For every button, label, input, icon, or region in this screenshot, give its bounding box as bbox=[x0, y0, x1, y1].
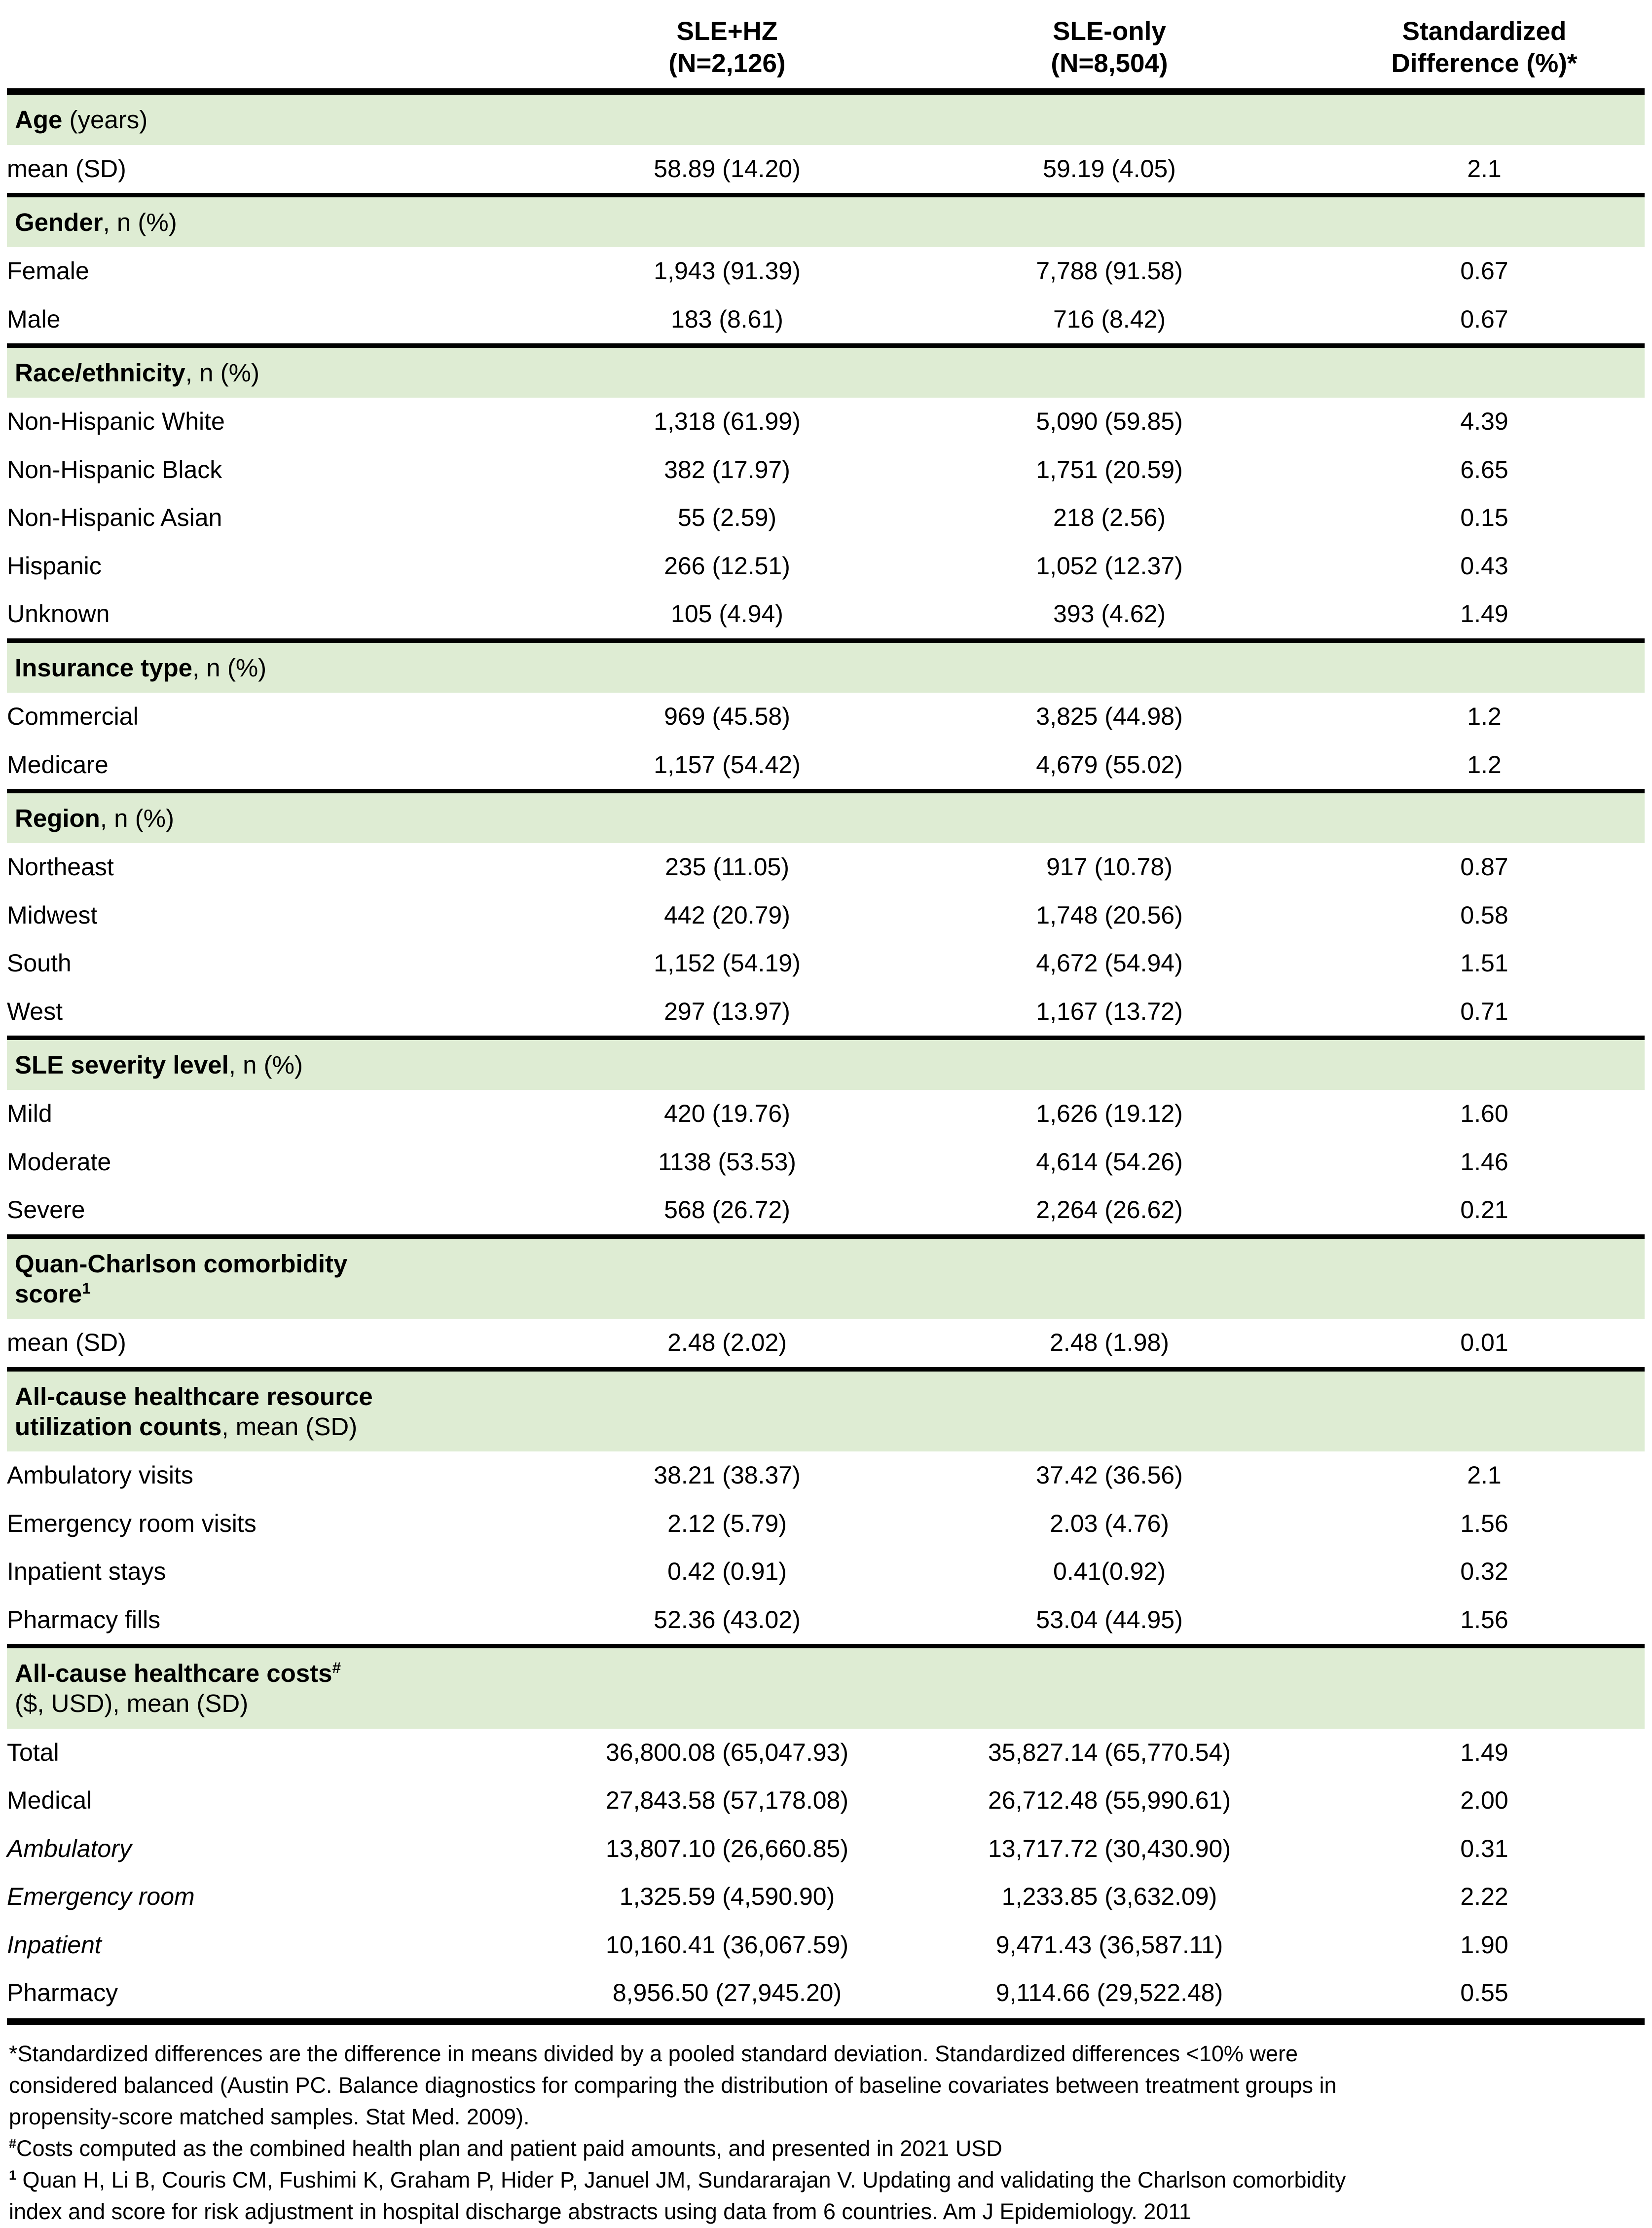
table-row bbox=[7, 1777, 1645, 1825]
cell-value: 9,471.43 (36,587.11) bbox=[995, 1931, 1223, 1959]
header-col-std-diff bbox=[1324, 8, 1645, 92]
row-label: West bbox=[7, 997, 63, 1025]
row-label: Emergency room bbox=[7, 1883, 195, 1911]
section-header-row bbox=[7, 1236, 1645, 1319]
cell-value: 382 (17.97) bbox=[664, 455, 790, 483]
cell-value: 5,090 (59.85) bbox=[1036, 408, 1183, 436]
cell-value: 37.42 (36.56) bbox=[1036, 1461, 1183, 1489]
header-col-std-diff-line2: Difference (%)* bbox=[1391, 48, 1578, 78]
cell-value: 218 (2.56) bbox=[1053, 504, 1166, 532]
row-label: Northeast bbox=[7, 853, 114, 881]
footnote-line: considered balanced (Austin PC. Balance diagnostics for comparing the distribution of baseline covariates between treatment groups in bbox=[9, 2072, 1337, 2098]
cell-std-diff: 1.51 bbox=[1460, 949, 1508, 977]
header-col-sle-only bbox=[895, 8, 1324, 92]
cell-value: 235 (11.05) bbox=[664, 853, 790, 881]
table-row bbox=[7, 1319, 1645, 1369]
row-label: South bbox=[7, 949, 72, 977]
cell-std-diff: 0.58 bbox=[1460, 901, 1508, 929]
cell-value: 10,160.41 (36,067.59) bbox=[605, 1931, 849, 1959]
cell-value: 0.42 (0.91) bbox=[667, 1558, 787, 1586]
cell-value: 27,843.58 (57,178.08) bbox=[605, 1786, 849, 1815]
row-label: Medicare bbox=[7, 750, 109, 779]
cell-std-diff: 4.39 bbox=[1460, 408, 1508, 436]
cell-value: 1,751 (20.59) bbox=[1036, 455, 1183, 483]
row-label: Medical bbox=[7, 1786, 92, 1815]
cell-value: 1,748 (20.56) bbox=[1036, 901, 1183, 929]
footnote-line: index and score for risk adjustment in hospital discharge abstracts using data from 6 countries. Am J Epidemiology. 2011 bbox=[9, 2198, 1192, 2224]
row-label: Midwest bbox=[7, 901, 98, 929]
row-label: Unknown bbox=[7, 600, 110, 628]
row-label: Ambulatory bbox=[7, 1834, 132, 1862]
cell-std-diff: 1.90 bbox=[1460, 1931, 1508, 1959]
table-row bbox=[7, 1825, 1645, 1873]
row-label: Pharmacy bbox=[7, 1979, 118, 2007]
cell-value: 1,943 (91.39) bbox=[654, 257, 801, 285]
table-row bbox=[7, 542, 1645, 591]
baseline-characteristics-table bbox=[7, 8, 1645, 2025]
cell-value: 35,827.14 (65,770.54) bbox=[988, 1738, 1231, 1766]
cell-value: 2.48 (2.02) bbox=[667, 1329, 787, 1357]
cell-value: 1138 (53.53) bbox=[658, 1148, 796, 1176]
section-title: Insurance type, n (%) bbox=[7, 640, 1645, 693]
header-empty-cell bbox=[7, 8, 559, 92]
table-row bbox=[7, 1921, 1645, 1969]
table-row bbox=[7, 494, 1645, 542]
cell-value: 1,626 (19.12) bbox=[1036, 1100, 1183, 1128]
section-header-row bbox=[7, 92, 1645, 145]
cell-value: 26,712.48 (55,990.61) bbox=[988, 1786, 1231, 1815]
cell-value: 4,679 (55.02) bbox=[1036, 750, 1183, 779]
row-label: Pharmacy fills bbox=[7, 1605, 161, 1634]
cell-value: 36,800.08 (65,047.93) bbox=[605, 1738, 849, 1766]
cell-value: 2.03 (4.76) bbox=[1050, 1509, 1169, 1537]
section-title: All-cause healthcare costs# ($, USD), mean (SD) bbox=[7, 1646, 1645, 1729]
row-label: Hispanic bbox=[7, 552, 102, 580]
table-row bbox=[7, 891, 1645, 940]
row-label: Ambulatory visits bbox=[7, 1461, 193, 1489]
table-row bbox=[7, 296, 1645, 346]
cell-value: 568 (26.72) bbox=[664, 1196, 790, 1224]
row-label: Severe bbox=[7, 1196, 85, 1224]
section-title: Region, n (%) bbox=[7, 791, 1645, 844]
cell-value: 3,825 (44.98) bbox=[1036, 703, 1183, 731]
header-col-std-diff-line1: Standardized bbox=[1402, 17, 1567, 46]
cell-std-diff: 2.22 bbox=[1460, 1883, 1508, 1911]
section-header-row bbox=[7, 640, 1645, 693]
section-header-row bbox=[7, 195, 1645, 248]
section-header-row bbox=[7, 1369, 1645, 1451]
row-label: Male bbox=[7, 305, 61, 333]
cell-std-diff: 2.00 bbox=[1460, 1786, 1508, 1815]
header-row bbox=[7, 8, 1645, 92]
section-header-row bbox=[7, 1646, 1645, 1729]
cell-std-diff: 0.87 bbox=[1460, 853, 1508, 881]
cell-value: 1,157 (54.42) bbox=[654, 750, 801, 779]
cell-std-diff: 1.49 bbox=[1460, 600, 1508, 628]
cell-std-diff: 0.32 bbox=[1460, 1558, 1508, 1586]
header-col-sle-only-line1: SLE-only bbox=[1053, 17, 1166, 46]
row-label: mean (SD) bbox=[7, 1329, 126, 1357]
header-col-sle-only-line2: (N=8,504) bbox=[1051, 48, 1168, 78]
table-row bbox=[7, 693, 1645, 741]
cell-std-diff: 1.49 bbox=[1460, 1738, 1508, 1766]
table-row bbox=[7, 1500, 1645, 1548]
cell-std-diff: 6.65 bbox=[1460, 455, 1508, 483]
footnotes bbox=[9, 2038, 1652, 2228]
row-label: Commercial bbox=[7, 703, 139, 731]
cell-value: 38.21 (38.37) bbox=[654, 1461, 801, 1489]
cell-std-diff: 2.1 bbox=[1467, 1461, 1502, 1489]
table-row bbox=[7, 446, 1645, 494]
row-label: Inpatient stays bbox=[7, 1558, 166, 1586]
cell-value: 53.04 (44.95) bbox=[1036, 1605, 1183, 1634]
row-label: Non-Hispanic Black bbox=[7, 455, 222, 483]
cell-std-diff: 0.55 bbox=[1460, 1979, 1508, 2007]
cell-value: 969 (45.58) bbox=[664, 703, 790, 731]
cell-value: 58.89 (14.20) bbox=[654, 154, 801, 183]
row-label: Mild bbox=[7, 1100, 52, 1128]
table-row bbox=[7, 988, 1645, 1038]
cell-value: 716 (8.42) bbox=[1053, 305, 1166, 333]
cell-std-diff: 1.46 bbox=[1460, 1148, 1508, 1176]
cell-std-diff: 1.56 bbox=[1460, 1605, 1508, 1634]
cell-value: 2,264 (26.62) bbox=[1036, 1196, 1183, 1224]
row-label: Inpatient bbox=[7, 1931, 102, 1959]
section-title: Race/ethnicity, n (%) bbox=[7, 346, 1645, 398]
table-row bbox=[7, 843, 1645, 891]
cell-value: 1,318 (61.99) bbox=[654, 408, 801, 436]
table-row bbox=[7, 1548, 1645, 1596]
cell-std-diff: 0.31 bbox=[1460, 1834, 1508, 1862]
cell-value: 52.36 (43.02) bbox=[654, 1605, 801, 1634]
cell-value: 1,325.59 (4,590.90) bbox=[619, 1883, 835, 1911]
section-header-row bbox=[7, 791, 1645, 844]
cell-std-diff: 0.67 bbox=[1460, 257, 1508, 285]
cell-value: 59.19 (4.05) bbox=[1043, 154, 1176, 183]
row-label: Non-Hispanic Asian bbox=[7, 504, 222, 532]
table-row bbox=[7, 741, 1645, 791]
row-label: Non-Hispanic White bbox=[7, 408, 225, 436]
cell-value: 4,614 (54.26) bbox=[1036, 1148, 1183, 1176]
cell-value: 1,167 (13.72) bbox=[1036, 997, 1183, 1025]
cell-value: 4,672 (54.94) bbox=[1036, 949, 1183, 977]
header-col-sle-hz-line2: (N=2,126) bbox=[668, 48, 786, 78]
table-row bbox=[7, 1451, 1645, 1500]
cell-std-diff: 1.2 bbox=[1467, 703, 1502, 731]
cell-std-diff: 0.71 bbox=[1460, 997, 1508, 1025]
cell-value: 442 (20.79) bbox=[664, 901, 790, 929]
cell-value: 1,052 (12.37) bbox=[1036, 552, 1183, 580]
cell-value: 393 (4.62) bbox=[1053, 600, 1166, 628]
cell-value: 55 (2.59) bbox=[677, 504, 777, 532]
cell-value: 9,114.66 (29,522.48) bbox=[995, 1979, 1223, 2007]
cell-value: 266 (12.51) bbox=[664, 552, 790, 580]
cell-value: 13,717.72 (30,430.90) bbox=[988, 1834, 1231, 1862]
section-header-row bbox=[7, 346, 1645, 398]
cell-std-diff: 0.15 bbox=[1460, 504, 1508, 532]
cell-value: 420 (19.76) bbox=[664, 1100, 790, 1128]
footnote-line: #Costs computed as the combined health plan and patient paid amounts, and presented in 2021 USD bbox=[9, 2135, 1002, 2161]
cell-std-diff: 0.01 bbox=[1460, 1329, 1508, 1357]
cell-value: 1,152 (54.19) bbox=[654, 949, 801, 977]
section-title: Quan-Charlson comorbidity score$^1$ bbox=[7, 1236, 1645, 1319]
header-col-sle-hz-line1: SLE+HZ bbox=[676, 17, 778, 46]
table-row bbox=[7, 247, 1645, 296]
table-row bbox=[7, 1969, 1645, 2022]
section-title: SLE severity level, n (%) bbox=[7, 1038, 1645, 1090]
footnote-line: $^1$ Quan H, Li B, Couris CM, Fushimi K, Graham P, Hider P, Januel JM, Sundararajan V. Updating and validating the Charlson comorbidity bbox=[9, 2167, 1346, 2192]
cell-value: 2.12 (5.79) bbox=[667, 1509, 787, 1537]
cell-value: 2.48 (1.98) bbox=[1050, 1329, 1169, 1357]
section-title: Gender, n (%) bbox=[7, 195, 1645, 248]
row-label: Total bbox=[7, 1738, 59, 1766]
cell-std-diff: 1.2 bbox=[1467, 750, 1502, 779]
cell-std-diff: 2.1 bbox=[1467, 154, 1502, 183]
cell-value: 297 (13.97) bbox=[664, 997, 790, 1025]
table-row bbox=[7, 1138, 1645, 1187]
section-title: All-cause healthcare resource utilization counts, mean (SD) bbox=[7, 1369, 1645, 1451]
footnote-line: *Standardized differences are the difference in means divided by a pooled standard deviation. Standardized differences <10% were bbox=[9, 2041, 1298, 2066]
section-header-row bbox=[7, 1038, 1645, 1090]
cell-value: 0.41(0.92) bbox=[1053, 1558, 1166, 1586]
cell-value: 183 (8.61) bbox=[671, 305, 783, 333]
cell-value: 105 (4.94) bbox=[671, 600, 783, 628]
footnote-line: propensity-score matched samples. Stat Med. 2009). bbox=[9, 2104, 530, 2129]
table-row bbox=[7, 145, 1645, 195]
cell-value: 7,788 (91.58) bbox=[1036, 257, 1183, 285]
table-row bbox=[7, 398, 1645, 446]
section-title: Age (years) bbox=[7, 92, 1645, 145]
cell-std-diff: 1.56 bbox=[1460, 1509, 1508, 1537]
cell-std-diff: 0.67 bbox=[1460, 305, 1508, 333]
cell-std-diff: 0.43 bbox=[1460, 552, 1508, 580]
cell-std-diff: 1.60 bbox=[1460, 1100, 1508, 1128]
row-label: Female bbox=[7, 257, 89, 285]
cell-value: 1,233.85 (3,632.09) bbox=[1001, 1883, 1217, 1911]
table-row bbox=[7, 1729, 1645, 1777]
table-body bbox=[7, 92, 1645, 2022]
header-col-sle-hz bbox=[559, 8, 895, 92]
row-label: mean (SD) bbox=[7, 154, 126, 183]
table-row bbox=[7, 1186, 1645, 1236]
row-label: Emergency room visits bbox=[7, 1509, 257, 1537]
table-row bbox=[7, 939, 1645, 988]
table-row bbox=[7, 590, 1645, 640]
page bbox=[7, 8, 1652, 2228]
cell-std-diff: 0.21 bbox=[1460, 1196, 1508, 1224]
cell-value: 917 (10.78) bbox=[1046, 853, 1173, 881]
cell-value: 13,807.10 (26,660.85) bbox=[605, 1834, 849, 1862]
cell-value: 8,956.50 (27,945.20) bbox=[612, 1979, 842, 2007]
row-label: Moderate bbox=[7, 1148, 111, 1176]
table-row bbox=[7, 1596, 1645, 1646]
table-row bbox=[7, 1873, 1645, 1921]
table-row bbox=[7, 1090, 1645, 1138]
